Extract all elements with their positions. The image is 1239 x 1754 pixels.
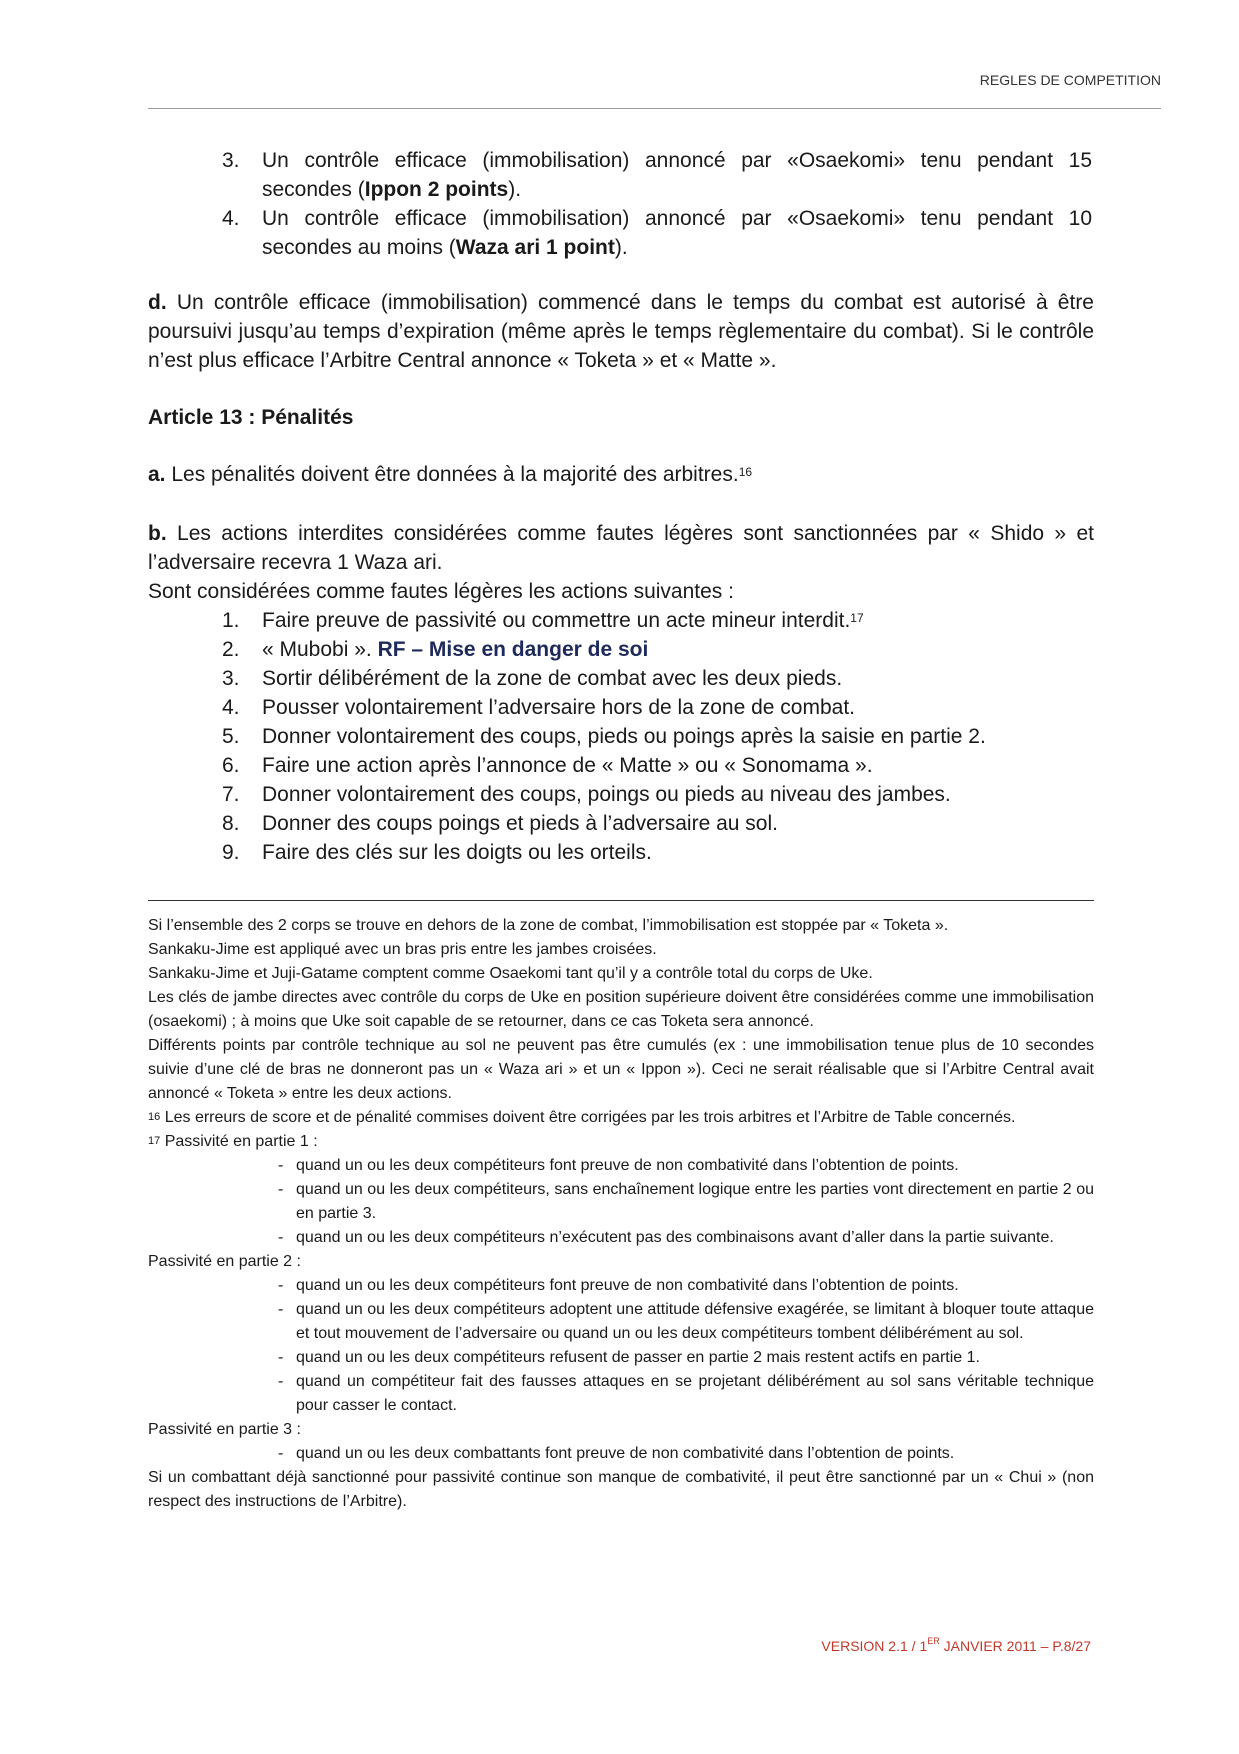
passivity-part2-title: Passivité en partie 2 : [148, 1253, 301, 1270]
list-item: - quand un ou les deux combattants font preuve de non combativité dans l’obtention de points. [278, 1445, 955, 1462]
passivity-part3-list [148, 1442, 1094, 1466]
list-item: - quand un ou les deux compétiteurs, sans enchaînement logique entre les parties vont directement en partie 2 ou en partie 3. [278, 1181, 1094, 1222]
closing-note: Si un combattant déjà sanctionné pour passivité continue son manque de combativité, il peut être sanctionné par un « Chui » (non respect des instructions de l’Arbitre). [148, 1469, 1094, 1510]
penalties-list [222, 606, 1092, 867]
list-item [222, 146, 1092, 204]
paragraph-d: d. Un contrôle efficace (immobilisation) commencé dans le temps du combat est autorisé à être poursuivi jusqu’au temps d’expiration (même après le temps règlementaire du combat). Si le contrôle n’est plus efficace l’Arbitre Central annonce « Toketa » et « Matte ». [148, 291, 1094, 372]
list-item: 8. Donner des coups poings et pieds à l’adversaire au sol. [222, 812, 778, 835]
header-rule [148, 108, 1161, 109]
list-item: 5. Donner volontairement des coups, pieds ou poings après la saisie en partie 2. [222, 725, 986, 748]
paragraph-b: b. Les actions interdites considérées comme fautes légères sont sanctionnées par « Shido » et l’adversaire recevra 1 Waza ari. [148, 522, 1094, 574]
list-item: 7. Donner volontairement des coups, poings ou pieds au niveau des jambes. [222, 783, 951, 806]
paragraph-label: d. [148, 291, 167, 314]
list-item: 4. Pousser volontairement l’adversaire hors de la zone de combat. [222, 696, 855, 719]
list-item: 1. Faire preuve de passivité ou commettre un acte mineur interdit.$^{17}$ [222, 609, 864, 632]
list-item: 9. Faire des clés sur les doigts ou les orteils. [222, 841, 652, 864]
scoring-list [222, 146, 1092, 262]
page-header: REGLES DE COMPETITION [979, 72, 1161, 88]
footnote-16: $^{16}$ Les erreurs de score et de pénalité commises doivent être corrigées par les trois arbitres et l’Arbitre de Table concernés. [148, 1109, 1016, 1126]
footnote-line: Sankaku-Jime et Juji-Gatame comptent comme Osaekomi tant qu’il y a contrôle total du corps de Uke. [148, 965, 873, 982]
article-title: Article 13 : Pénalités [148, 406, 354, 429]
list-item: - quand un ou les deux compétiteurs font preuve de non combativité dans l’obtention de points. [278, 1277, 959, 1294]
item-number: 3. [222, 149, 240, 172]
list-item [222, 204, 1092, 262]
list-item: - quand un ou les deux compétiteurs adoptent une attitude défensive exagérée, se limitant à bloquer toute attaque et tout mouvement de l’adversaire ou quand un ou les deux compétiteurs tombent délibérément au sol. [278, 1301, 1094, 1342]
footnote-line: Différents points par contrôle technique au sol ne peuvent pas être cumulés (ex : une immobilisation tenue plus de 10 secondes suivie d’une clé de bras ne donneront pas un « Waza ari » et un « Ippon »). Ceci ne serait réalisable que si l’Arbitre Central avait annoncé « Toketa » entre les deux actions. [148, 1037, 1094, 1102]
list-item: - quand un ou les deux compétiteurs font preuve de non combativité dans l’obtention de points. [278, 1157, 959, 1174]
passivity-part1-list [148, 1154, 1094, 1250]
footnote-line: Les clés de jambe directes avec contrôle du corps de Uke en position supérieure doivent être considérées comme une immobilisation (osaekomi) ; à moins que Uke soit capable de se retourner, dans ce cas Toketa sera annoncé. [148, 989, 1094, 1030]
footnotes [148, 914, 1094, 1514]
list-item: - quand un ou les deux compétiteurs refusent de passer en partie 2 mais restent actifs en partie 1. [278, 1349, 980, 1366]
item-text: Un contrôle efficace (immobilisation) annoncé par «Osaekomi» tenu pendant 15 secondes (Ippon 2 points). [262, 149, 1092, 201]
list-item: 6. Faire une action après l’annonce de « Matte » ou « Sonomama ». [222, 754, 873, 777]
penalties-intro: Sont considérées comme fautes légères les actions suivantes : [148, 580, 734, 603]
list-item: - quand un compétiteur fait des fausses attaques en se projetant délibérément au sol sans véritable technique pour casser le contact. [278, 1373, 1094, 1414]
passivity-part3-title: Passivité en partie 3 : [148, 1421, 301, 1438]
passivity-part2-list [148, 1274, 1094, 1418]
page-footer: VERSION 2.1 / 1ER JANVIER 2011 – P.8/27 [821, 1636, 1091, 1654]
list-item: 3. Sortir délibérément de la zone de combat avec les deux pieds. [222, 667, 843, 690]
list-item: - quand un ou les deux compétiteurs n’exécutent pas des combinaisons avant d’aller dans la partie suivante. [278, 1229, 1054, 1246]
footnote-line: Sankaku-Jime est appliqué avec un bras pris entre les jambes croisées. [148, 941, 657, 958]
paragraph-a: a. Les pénalités doivent être données à la majorité des arbitres.$^{16}$ [148, 463, 753, 486]
rf-note: RF – Mise en danger de soi [377, 638, 649, 661]
list-item: 2. « Mubobi ». RF – Mise en danger de soi [222, 638, 649, 661]
footnote-rule [148, 900, 1094, 901]
item-number: 4. [222, 207, 240, 230]
footnote-line: Si l’ensemble des 2 corps se trouve en dehors de la zone de combat, l’immobilisation est stoppée par « Toketa ». [148, 917, 949, 934]
footnote-17: $^{17}$ Passivité en partie 1 : [148, 1133, 318, 1150]
item-text: Un contrôle efficace (immobilisation) annoncé par «Osaekomi» tenu pendant 10 secondes au moins (Waza ari 1 point). [262, 207, 1092, 259]
